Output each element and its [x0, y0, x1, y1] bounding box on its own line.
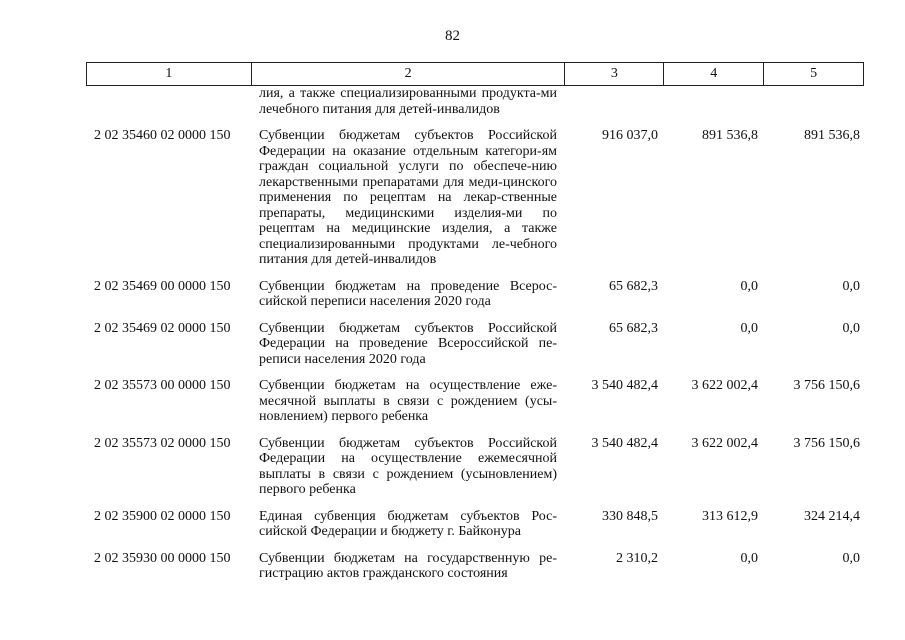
row-value-col5: 891 536,8: [804, 128, 860, 143]
table-header: [86, 62, 864, 86]
row-value-col3: 2 310,2: [616, 550, 658, 566]
row-value-col4: 0,0: [740, 550, 758, 566]
row-name: Субвенции бюджетам субъектов Российской Федерации на оказание отдельным категори-ям граждан социальной услуги по обеспече-нию лекарственными препаратами для меди-цинского применения по рецептам на лекар-ственные препараты, медицинскими изделия-ми по рецептам на медицинские изделия, а также специализированными продуктами ле-чебного питания для детей-инвалидов: [259, 128, 557, 267]
row-value-col3: 330 848,5: [602, 508, 658, 524]
column-header-1: 1: [87, 63, 252, 85]
row-name: лия, а также специализированными продукта-ми лечебного питания для детей-инвалидов: [259, 86, 557, 117]
page-number: 82: [445, 28, 460, 44]
column-header-3: 3: [565, 63, 664, 85]
row-name: Единая субвенция бюджетам субъектов Рос-сийской Федерации и бюджету г. Байконура: [259, 508, 557, 539]
row-value-col5: 0,0: [842, 278, 860, 294]
row-value-col4: 891 536,8: [702, 128, 758, 143]
row-value-col3: 65 682,3: [609, 278, 658, 294]
row-name: Субвенции бюджетам субъектов Российской Федерации на осуществление ежемесячной выплаты в связи с рождением (усыновлением) первого ребенка: [259, 435, 557, 497]
row-code: 2 02 35460 02 0000 150: [94, 128, 231, 143]
row-value-col5: 0,0: [842, 320, 860, 336]
table-row: [86, 378, 864, 436]
table-row: [86, 128, 864, 279]
row-value-col4: 0,0: [740, 320, 758, 336]
row-value-col5: 3 756 150,6: [793, 435, 860, 451]
row-value-col3: 65 682,3: [609, 320, 658, 336]
row-code: [86, 86, 251, 117]
column-header-4: 4: [664, 63, 764, 85]
row-name: Субвенции бюджетам на осуществление еже-месячной выплаты в связи с рождением (усы-новлением) первого ребенка: [259, 378, 557, 424]
table-row: [86, 509, 864, 551]
row-code: 2 02 35469 00 0000 150: [94, 278, 231, 294]
table-row: [86, 279, 864, 321]
column-header-5: 5: [764, 63, 864, 85]
row-value-col5: 0,0: [842, 550, 860, 566]
row-value-col3: 916 037,0: [602, 128, 658, 143]
row-value-col5: 324 214,4: [804, 508, 860, 524]
row-name: Субвенции бюджетам субъектов Российской Федерации на проведение Всероссийской пе-реписи населения 2020 года: [259, 320, 557, 367]
row-value-col4: 313 612,9: [702, 508, 758, 524]
row-value-col4: 3 622 002,4: [691, 435, 758, 451]
row-value-col4: 0,0: [740, 278, 758, 294]
row-code: 2 02 35573 02 0000 150: [94, 435, 231, 451]
row-code: 2 02 35469 02 0000 150: [94, 320, 231, 336]
row-code: 2 02 35930 00 0000 150: [94, 550, 231, 566]
row-value-col3: 3 540 482,4: [591, 378, 658, 393]
continuation-row: [86, 86, 864, 128]
table-row: [86, 436, 864, 509]
row-value-col4: 3 622 002,4: [691, 378, 758, 393]
row-name: Субвенции бюджетам на государственную ре-гистрацию актов гражданского состояния: [259, 550, 557, 581]
row-code: 2 02 35900 02 0000 150: [94, 508, 231, 524]
table-body: [86, 86, 864, 593]
row-value-col5: 3 756 150,6: [793, 378, 860, 393]
row-value-col3: 3 540 482,4: [591, 435, 658, 451]
row-name: Субвенции бюджетам на проведение Всерос-сийской переписи населения 2020 года: [259, 278, 557, 309]
table-row: [86, 321, 864, 379]
row-code: 2 02 35573 00 0000 150: [94, 378, 231, 393]
table-row: [86, 551, 864, 593]
column-header-2: 2: [252, 63, 566, 85]
